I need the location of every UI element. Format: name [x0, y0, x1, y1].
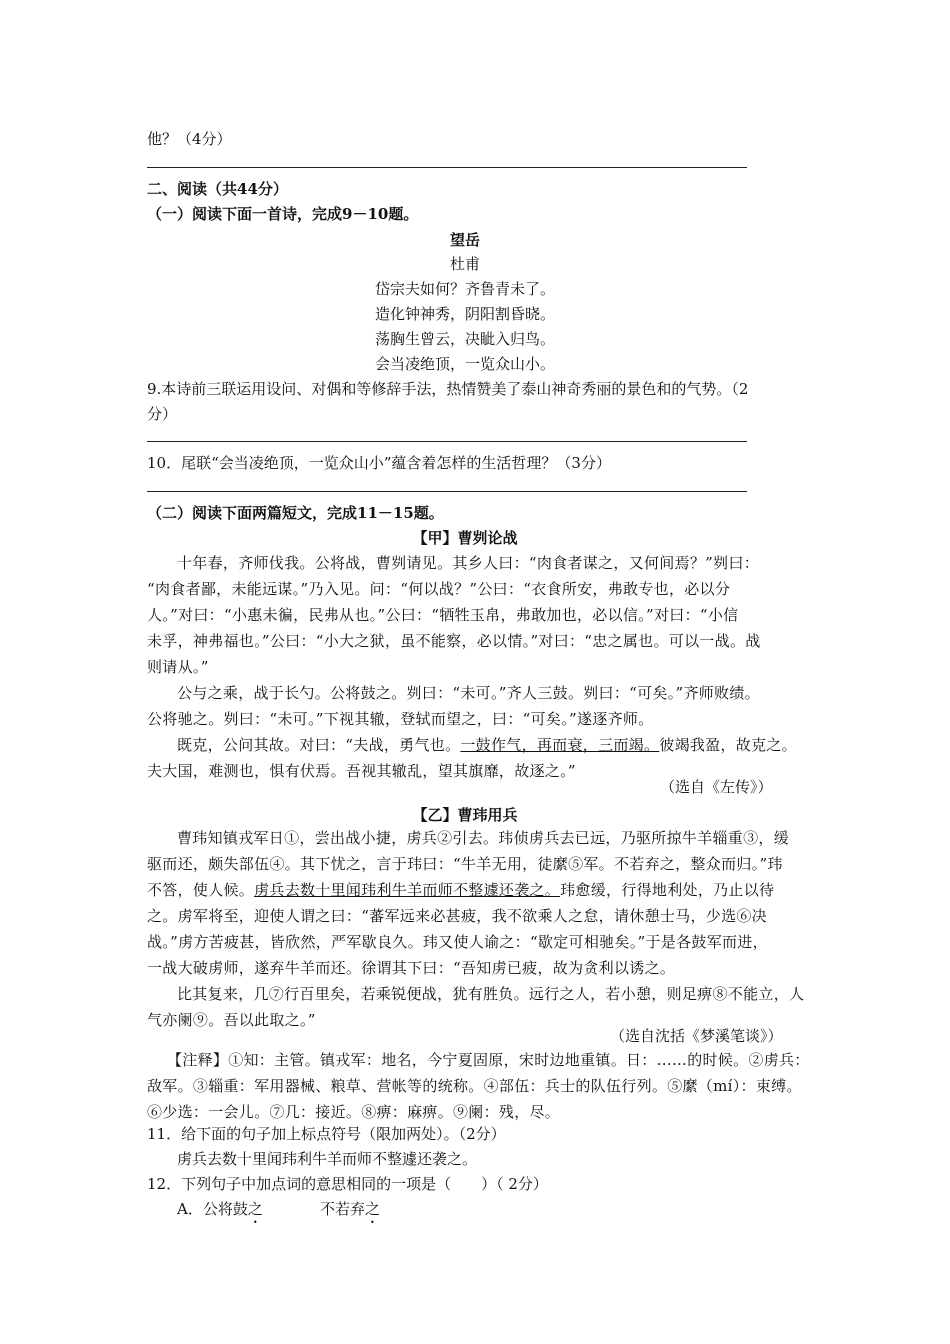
text-line: 十年春，齐师伐我。公将战，曹刿请见。其乡人曰：“肉食者谋之，又何间焉？”刿曰： [177, 554, 760, 572]
underlined-sentence: 虏兵去数十里闻玮利牛羊而师不整遽还袭之。 [254, 881, 561, 899]
part-2-title: （二）阅读下面两篇短文，完成11－15题。 [147, 504, 444, 522]
answer-line [147, 441, 747, 442]
text-line: 夫大国，难测也，惧有伏焉。吾视其辙乱，望其旗靡，故逐之。” [147, 762, 576, 780]
poem-line: 荡胸生曾云，决眦入归鸟。 [374, 330, 555, 348]
passage-yi-source: （选自沈括《梦溪笔谈》） [610, 1027, 783, 1045]
note-line: 敌军。③辎重：军用器械、粮草、营帐等的统称。④部伍：兵士的队伍行列。⑤縻（mí）：束缚。 [147, 1077, 802, 1095]
poem-title: 望岳 [449, 231, 480, 249]
underlined-sentence: 一鼓作气，再而衰，三而竭。 [460, 736, 660, 754]
text-line: 驱而还，颇失部伍④。其下忧之，言于玮曰：“牛羊无用，徒縻⑤军。不若弃之，整众而归。”玮 [147, 855, 783, 873]
answer-line [147, 491, 747, 492]
note-line: 【注释】①知：主管。镇戎军：地名，今宁夏固原，宋时边地重镇。日：……的时候。②虏兵： [167, 1051, 810, 1069]
question-8-tail: 他？（4分） [147, 130, 232, 148]
text-segment: 玮愈缓，行得地利处，乃止以待 [560, 881, 775, 899]
question-12: 12．下列句子中加点词的意思相同的一项是（ ）（ 2分） [147, 1175, 548, 1193]
poem-line: 岱宗夫如何？齐鲁青未了。 [374, 280, 555, 298]
text-segment: 不答，使人候。 [147, 881, 255, 899]
passage-jia [147, 550, 815, 784]
option-a-text: 不若弃 [320, 1200, 366, 1218]
text-line: 比其复来，几⑦行百里矣，若乘锐便战，犹有胜负。远行之人，若小憩，则足痹⑧不能立，人 [177, 985, 805, 1003]
notes [147, 1047, 815, 1125]
text-segment: 既克，公问其故。对曰：“夫战，勇气也。 [177, 736, 461, 754]
poem-line: 会当凌绝顶，一览众山小。 [374, 355, 555, 373]
section-2-title: 二、阅读（共44分） [147, 180, 288, 198]
text-line: 曹玮知镇戎军日①，尝出战小捷，虏兵②引去。玮侦虏兵去已远，乃驱所掠牛羊辎重③，缓 [177, 829, 790, 847]
question-11: 11．给下面的句子加上标点符号（限加两处）。（2分） [147, 1125, 506, 1143]
question-10: 10．尾联“会当凌绝顶，一览众山小”蕴含着怎样的生活哲理？（3分） [147, 454, 611, 472]
answer-line [147, 167, 747, 168]
text-line: 之。虏军将至，迎使人谓之曰：“蕃军远来必甚疲，我不欲乘人之怠，请休憩士马，少选⑥决 [147, 907, 767, 925]
text-segment: 彼竭我盈，故克之。 [659, 736, 797, 754]
text-line: “肉食者鄙，未能远谋。”乃入见。问：“何以战？”公曰：“衣食所安，弗敢专也，必以分 [147, 580, 731, 598]
dotted-word: 之 [247, 1200, 263, 1218]
poem-line: 造化钟神秀，阴阳割昏晓。 [374, 305, 555, 323]
text-line: 则请从。” [147, 658, 209, 676]
option-a-text: A．公将鼓 [177, 1200, 248, 1218]
dotted-word: 之 [365, 1200, 381, 1218]
text-line: 气亦阑⑨。吾以此取之。” [147, 1011, 316, 1029]
question-9: 9.本诗前三联运用设问、对偶和等修辞手法，热情赞美了泰山神奇秀丽的景色和的气势。（2 [147, 380, 749, 398]
passage-yi [147, 825, 815, 1033]
question-9-tail: 分） [147, 405, 178, 423]
text-line [147, 877, 815, 903]
option-a-part2 [320, 1198, 380, 1227]
passage-jia-title: 【甲】曹刿论战 [412, 529, 518, 547]
text-line: 未孚，神弗福也。”公曰：“小大之狱，虽不能察，必以情。”对曰：“忠之属也。可以一战。战 [147, 632, 761, 650]
part-1-title: （一）阅读下面一首诗，完成9－10题。 [147, 205, 419, 223]
question-11-sentence: 虏兵去数十里闻玮利牛羊而师不整遽还袭之。 [177, 1150, 478, 1168]
text-line: 战。”虏方苦疲甚，皆欣然，严军歇良久。玮又使人谕之：“歇定可相驰矣。”于是各鼓军而进， [147, 933, 768, 951]
text-line: 公与之乘，战于长勺。公将鼓之。刿曰：“未可。”齐人三鼓。刿曰：“可矣。”齐师败绩。 [177, 684, 760, 702]
text-line: 公将驰之。刿曰：“未可。”下视其辙，登轼而望之，曰：“可矣。”遂逐齐师。 [147, 710, 654, 728]
text-line: 人。”对曰：“小惠未徧，民弗从也。”公曰：“牺牲玉帛，弗敢加也，必以信。”对曰：“小信 [147, 606, 739, 624]
option-a-part1 [177, 1198, 263, 1227]
passage-jia-source: （选自《左传》） [660, 778, 773, 796]
note-line: ⑥少选：一会儿。⑦几：接近。⑧痹：麻痹。⑨阑：残，尽。 [147, 1103, 561, 1121]
passage-yi-title: 【乙】曹玮用兵 [412, 806, 518, 824]
poem-author: 杜甫 [449, 255, 480, 273]
text-line [147, 732, 815, 758]
text-line: 一战大破虏师，遂弃牛羊而还。徐谓其下曰：“吾知虏已疲，故为贪利以诱之。 [147, 959, 676, 977]
